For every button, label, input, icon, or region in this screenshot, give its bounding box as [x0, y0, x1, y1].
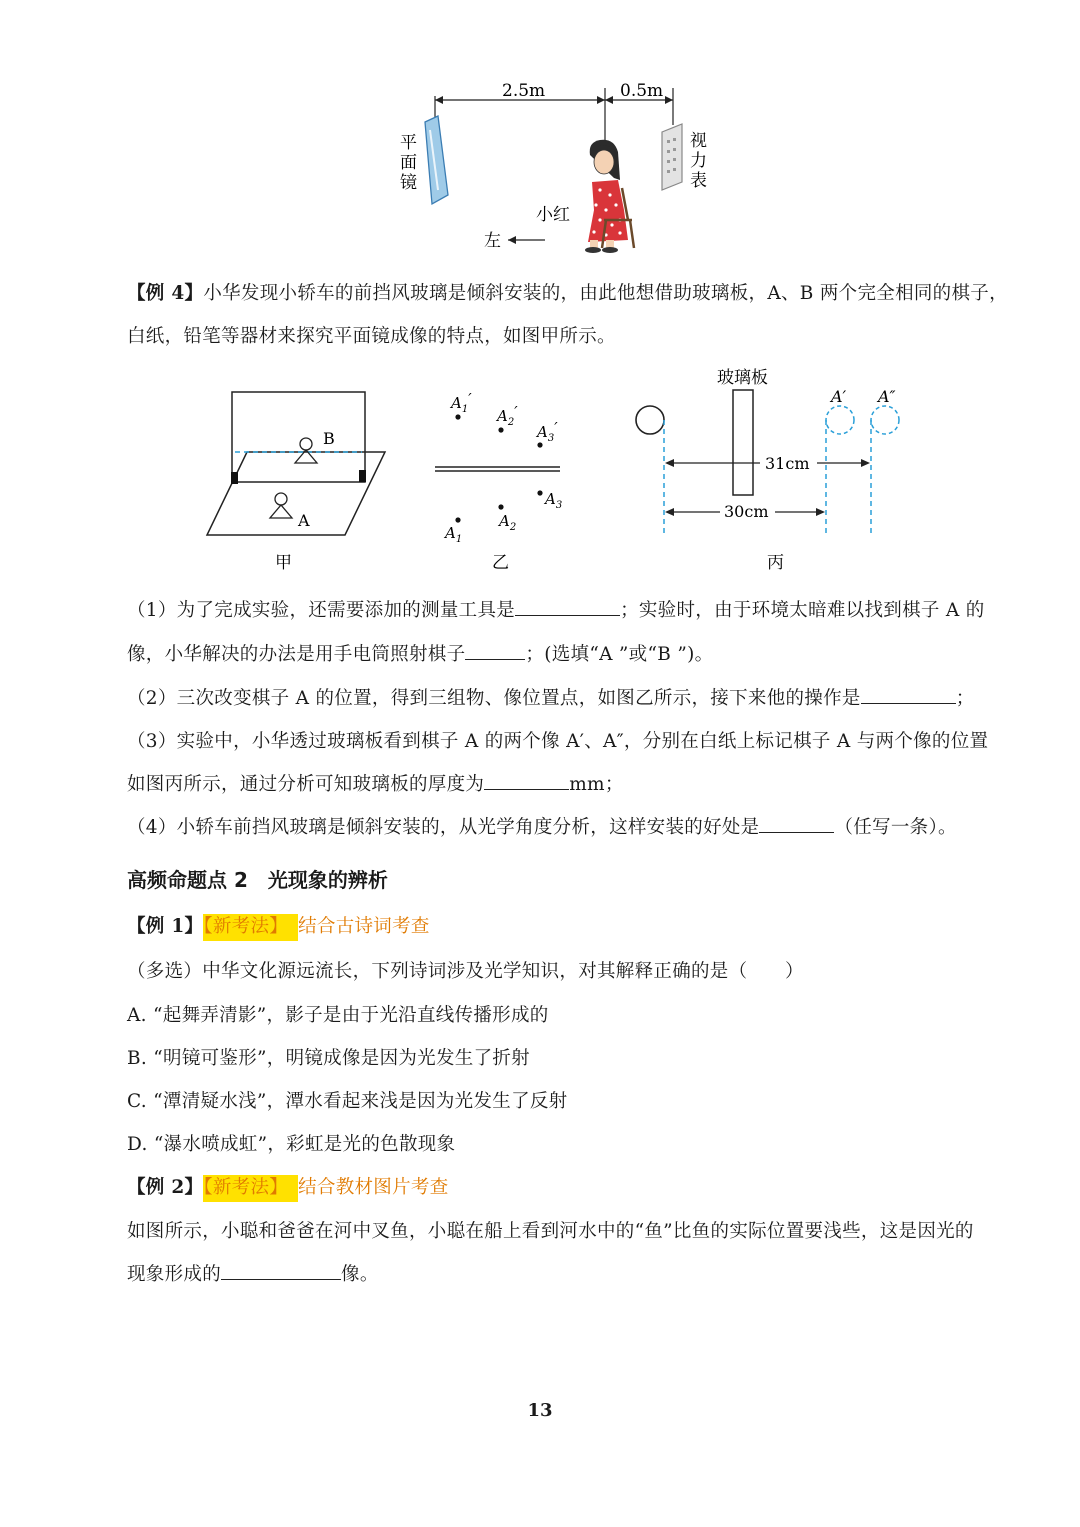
example-4-tag: 【例 4】: [127, 283, 204, 304]
caption-yi: 乙: [492, 553, 509, 573]
question-3-line-1: （3）实验中，小华透过玻璃板看到棋子 A 的两个像 A′、A″，分别在白纸上标记棋子 A 与两个像的位置: [127, 731, 989, 752]
example-1-stem: （多选）中华文化源远流长，下列诗词涉及光学知识，对其解释正确的是（ ）: [127, 961, 804, 982]
image-a1-label: A: [451, 394, 462, 412]
example-2-line-1: 如图所示，小聪和爸爸在河中叉鱼，小聪在船上看到河水中的“鱼”比鱼的实际位置要浅些，这是因光的: [127, 1221, 974, 1242]
object-a2-sub: 2: [509, 522, 517, 533]
example-2-header: [127, 1173, 449, 1199]
q1-text-c: 像，小华解决的办法是用手电筒照射棋子: [127, 644, 466, 665]
distance-left: 2.5m: [502, 81, 546, 101]
example-1-topic: 结合古诗词考查: [298, 916, 430, 937]
piece-a-label: A: [298, 511, 310, 530]
q1-text-b: ；实验时，由于环境太暗难以找到棋子 A 的: [620, 600, 985, 621]
object-a1-label: A: [445, 524, 456, 542]
caption-bing: 丙: [767, 553, 784, 573]
image-a3-prime: ′: [554, 419, 558, 437]
example-1-badge: 【新考法】: [203, 914, 298, 941]
plane-mirror: [425, 116, 448, 204]
mirror-label-2: 面: [400, 153, 417, 173]
question-1-line-1: [127, 596, 985, 622]
example-2-topic: 结合教材图片考查: [298, 1177, 449, 1198]
chart-label-2: 力: [690, 151, 707, 171]
image-a2-sub: 2: [507, 417, 515, 428]
svg-text:A1′: [449, 390, 472, 415]
person-label: 小红: [536, 205, 570, 225]
image-a2-label: A: [497, 407, 508, 425]
distance-31cm: 31cm: [765, 454, 810, 473]
question-2-line: [127, 684, 975, 710]
svg-text:A3: [543, 490, 562, 511]
object-a3-label: A: [545, 490, 556, 508]
image-a3-label: A: [537, 423, 548, 441]
q2-text-b: ；: [955, 688, 975, 709]
svg-text:A2: [497, 512, 516, 533]
glass-plate-label: 玻璃板: [717, 368, 768, 388]
q3-blank[interactable]: [484, 771, 569, 790]
page-number: 13: [527, 1400, 553, 1421]
q1-text-d: ；(选填“A ”或“B ”)。: [525, 644, 714, 665]
example-1-header: [127, 912, 430, 938]
q1-blank-piece[interactable]: [465, 641, 525, 660]
object-a2-label: A: [499, 512, 510, 530]
distance-30cm: 30cm: [724, 502, 769, 521]
example-2-line-2: [127, 1260, 379, 1286]
example-4-line-1: [127, 279, 1008, 305]
q4-text-b: （任写一条）。: [834, 817, 957, 838]
ex2-blank[interactable]: [221, 1261, 341, 1280]
example-2-badge: 【新考法】: [203, 1175, 298, 1202]
eye-chart: [662, 124, 682, 190]
option-d: D. “瀑水喷成虹”，彩虹是光的色散现象: [127, 1134, 456, 1155]
object-a3-sub: 3: [555, 500, 563, 511]
figure-jia: [207, 392, 385, 573]
eye-chart-figure: [390, 70, 750, 260]
example-4-text-1: 小华发现小轿车的前挡风玻璃是倾斜安装的，由此他想借助玻璃板，A、B 两个完全相同的棋子，: [203, 283, 1008, 304]
q1-text-a: （1）为了完成实验，还需要添加的测量工具是: [127, 600, 516, 621]
q4-text-a: （4）小轿车前挡风玻璃是倾斜安装的，从光学角度分析，这样安装的好处是: [127, 817, 760, 838]
question-1-line-2: [127, 640, 713, 666]
example-1-tag: 【例 1】: [127, 916, 204, 937]
figure-yi: [435, 390, 562, 573]
section-heading: 高频命题点 2 光现象的辨析: [127, 868, 388, 892]
image-a1-prime: ′: [468, 390, 472, 408]
mirror-label-1: 平: [400, 133, 417, 153]
q2-blank[interactable]: [861, 685, 956, 704]
piece-b-label: B: [323, 429, 335, 448]
example-2-tag: 【例 2】: [127, 1177, 204, 1198]
image-a2-prime: ′: [514, 403, 518, 421]
image-a1-sub: 1: [461, 404, 469, 415]
chart-label-3: 表: [690, 171, 707, 191]
q1-blank-tool[interactable]: [515, 597, 620, 616]
q2-text-a: （2）三次改变棋子 A 的位置，得到三组物、像位置点，如图乙所示，接下来他的操作是: [127, 688, 861, 709]
glass-plate: [733, 390, 753, 495]
girl-xiaohong: [585, 140, 628, 253]
image-a-prime-label: A′: [831, 387, 847, 406]
figure-bing: [636, 368, 899, 573]
image-a-double-prime-label: A″: [878, 387, 896, 406]
ex2-text-b: 像。: [341, 1264, 379, 1285]
distance-right: 0.5m: [620, 81, 664, 101]
caption-jia: 甲: [275, 553, 292, 573]
svg-text:A3′: [535, 419, 558, 444]
question-4-line: [127, 813, 957, 839]
experiment-figures: [195, 360, 925, 575]
option-c: C. “潭清疑水浅”，潭水看起来浅是因为光发生了反射: [127, 1091, 568, 1112]
q4-blank[interactable]: [759, 814, 834, 833]
q3-text-c: mm；: [569, 774, 624, 795]
object-a1-sub: 1: [455, 534, 463, 545]
example-4-line-2: 白纸，铅笔等器材来探究平面镜成像的特点，如图甲所示。: [127, 326, 616, 347]
image-a3-sub: 3: [547, 433, 555, 444]
option-b: B. “明镜可鉴形”，明镜成像是因为光发生了折射: [127, 1048, 530, 1069]
svg-text:A1: [443, 524, 462, 545]
ex2-text-a: 现象形成的: [127, 1264, 222, 1285]
question-3-line-2: [127, 770, 624, 796]
option-a: A. “起舞弄清影”，影子是由于光沿直线传播形成的: [127, 1005, 549, 1026]
svg-text:A2′: [495, 403, 518, 428]
chart-label-1: 视: [690, 131, 707, 151]
left-direction-label: 左: [484, 231, 501, 251]
mirror-label-3: 镜: [400, 173, 417, 193]
q3-text-b: 如图丙所示，通过分析可知玻璃板的厚度为: [127, 774, 485, 795]
